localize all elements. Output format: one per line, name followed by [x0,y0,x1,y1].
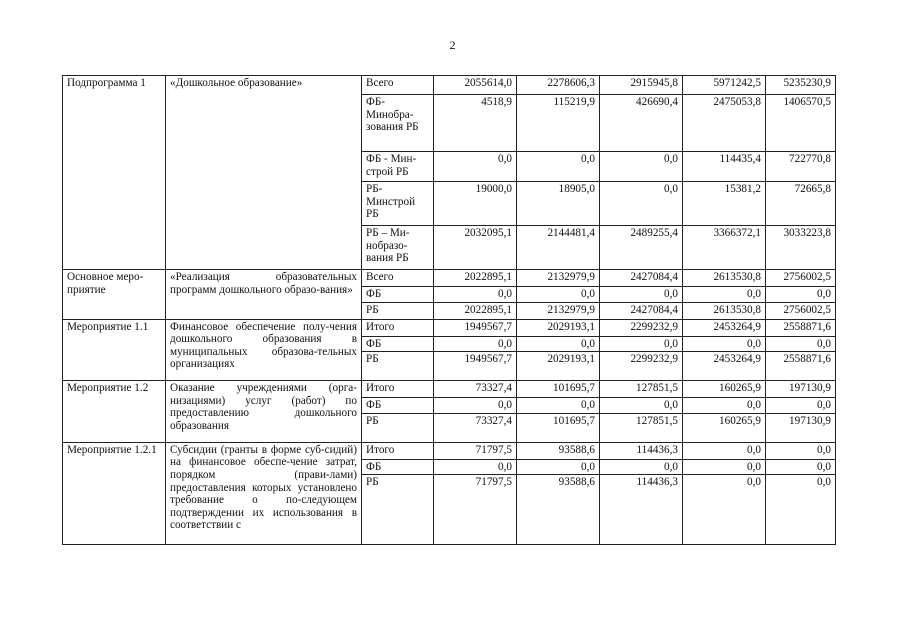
table-row [63,442,836,459]
amount-cell: 0,0 [683,287,766,303]
measure-title: Субсидии (гранты в форме суб-сидий) на финансовое обеспе-чение затрат, порядком (прави-лами) предоставления которых установлено требование о по-следующем подтверждении их использования в соответствии с [166,442,362,545]
amount-cell: 160265,9 [683,381,766,398]
amount-cell: 114436,3 [600,442,683,459]
funding-source: РБ – Ми-нобразо-вания РБ [362,226,434,270]
funding-source: ФБ [362,287,434,303]
amount-cell: 2299232,9 [600,352,683,381]
amount-cell: 0,0 [600,398,683,414]
amount-cell: 1406570,5 [766,95,836,152]
amount-cell: 2299232,9 [600,319,683,336]
amount-cell: 160265,9 [683,413,766,442]
amount-cell: 0,0 [766,287,836,303]
amount-cell: 73327,4 [434,381,517,398]
amount-cell: 0,0 [683,459,766,475]
amount-cell: 19000,0 [434,182,517,226]
budget-table [62,75,836,545]
amount-cell: 2029193,1 [517,352,600,381]
funding-source: Всего [362,270,434,287]
measure-code: Мероприятие 1.1 [63,319,166,381]
funding-source: РБ [362,475,434,545]
amount-cell: 197130,9 [766,381,836,398]
amount-cell: 4518,9 [434,95,517,152]
measure-code: Мероприятие 1.2 [63,381,166,443]
amount-cell: 2132979,9 [517,302,600,319]
amount-cell: 5235230,9 [766,76,836,95]
funding-source: ФБ - Мин-строй РБ [362,152,434,182]
amount-cell: 0,0 [517,152,600,182]
amount-cell: 115219,9 [517,95,600,152]
amount-cell: 0,0 [600,459,683,475]
amount-cell: 0,0 [434,459,517,475]
amount-cell: 2029193,1 [517,319,600,336]
amount-cell: 3033223,8 [766,226,836,270]
amount-cell: 2278606,3 [517,76,600,95]
amount-cell: 197130,9 [766,413,836,442]
funding-source: Итого [362,319,434,336]
amount-cell: 2613530,8 [683,302,766,319]
amount-cell: 73327,4 [434,413,517,442]
amount-cell: 722770,8 [766,152,836,182]
amount-cell: 2032095,1 [434,226,517,270]
table-row [63,270,836,287]
amount-cell: 0,0 [683,475,766,545]
amount-cell: 2055614,0 [434,76,517,95]
measure-code: Основное меро-приятие [63,270,166,320]
amount-cell: 114436,3 [600,475,683,545]
amount-cell: 0,0 [600,152,683,182]
funding-source: РБ [362,352,434,381]
amount-cell: 2132979,9 [517,270,600,287]
funding-source: Итого [362,381,434,398]
amount-cell: 0,0 [600,287,683,303]
amount-cell: 93588,6 [517,442,600,459]
funding-source: ФБ [362,459,434,475]
table-row [63,319,836,336]
funding-source: ФБ [362,336,434,352]
amount-cell: 0,0 [600,182,683,226]
amount-cell: 127851,5 [600,413,683,442]
funding-source: ФБ [362,398,434,414]
amount-cell: 0,0 [683,336,766,352]
amount-cell: 2427084,4 [600,270,683,287]
amount-cell: 0,0 [683,442,766,459]
amount-cell: 2453264,9 [683,352,766,381]
amount-cell: 2427084,4 [600,302,683,319]
amount-cell: 2453264,9 [683,319,766,336]
amount-cell: 2489255,4 [600,226,683,270]
funding-source: Итого [362,442,434,459]
measure-title: «Дошкольное образование» [166,76,362,270]
amount-cell: 0,0 [766,459,836,475]
amount-cell: 71797,5 [434,475,517,545]
amount-cell: 71797,5 [434,442,517,459]
funding-source: ФБ-Минобра-зования РБ [362,95,434,152]
measure-title: Финансовое обеспечение полу-чения дошкольного образования в муниципальных образова-тельных организациях [166,319,362,381]
amount-cell: 101695,7 [517,381,600,398]
measure-code: Мероприятие 1.2.1 [63,442,166,545]
amount-cell: 2022895,1 [434,302,517,319]
amount-cell: 0,0 [434,398,517,414]
amount-cell: 114435,4 [683,152,766,182]
amount-cell: 2144481,4 [517,226,600,270]
amount-cell: 2558871,6 [766,319,836,336]
amount-cell: 2915945,8 [600,76,683,95]
amount-cell: 0,0 [517,336,600,352]
amount-cell: 0,0 [766,398,836,414]
amount-cell: 1949567,7 [434,352,517,381]
amount-cell: 2756002,5 [766,302,836,319]
amount-cell: 93588,6 [517,475,600,545]
amount-cell: 101695,7 [517,413,600,442]
amount-cell: 0,0 [683,398,766,414]
amount-cell: 0,0 [600,336,683,352]
amount-cell: 1949567,7 [434,319,517,336]
measure-title: «Реализация образовательных программ дошкольного образо-вания» [166,270,362,320]
page-number: 2 [449,38,456,52]
amount-cell: 2558871,6 [766,352,836,381]
amount-cell: 0,0 [766,336,836,352]
amount-cell: 3366372,1 [683,226,766,270]
amount-cell: 0,0 [517,459,600,475]
amount-cell: 0,0 [517,398,600,414]
amount-cell: 72665,8 [766,182,836,226]
amount-cell: 426690,4 [600,95,683,152]
amount-cell: 2756002,5 [766,270,836,287]
measure-title: Оказание учреждениями (орга-низациями) услуг (работ) по предоставлению дошкольного образования [166,381,362,443]
amount-cell: 2613530,8 [683,270,766,287]
amount-cell: 2475053,8 [683,95,766,152]
amount-cell: 0,0 [517,287,600,303]
funding-source: РБ-Минстрой РБ [362,182,434,226]
amount-cell: 15381,2 [683,182,766,226]
funding-source: РБ [362,302,434,319]
amount-cell: 0,0 [766,442,836,459]
amount-cell: 0,0 [434,336,517,352]
funding-source: Всего [362,76,434,95]
amount-cell: 0,0 [434,152,517,182]
table-row [63,76,836,95]
amount-cell: 5971242,5 [683,76,766,95]
amount-cell: 0,0 [434,287,517,303]
funding-source: РБ [362,413,434,442]
amount-cell: 2022895,1 [434,270,517,287]
amount-cell: 127851,5 [600,381,683,398]
amount-cell: 0,0 [766,475,836,545]
table-row [63,381,836,398]
measure-code: Подпрограмма 1 [63,76,166,270]
amount-cell: 18905,0 [517,182,600,226]
